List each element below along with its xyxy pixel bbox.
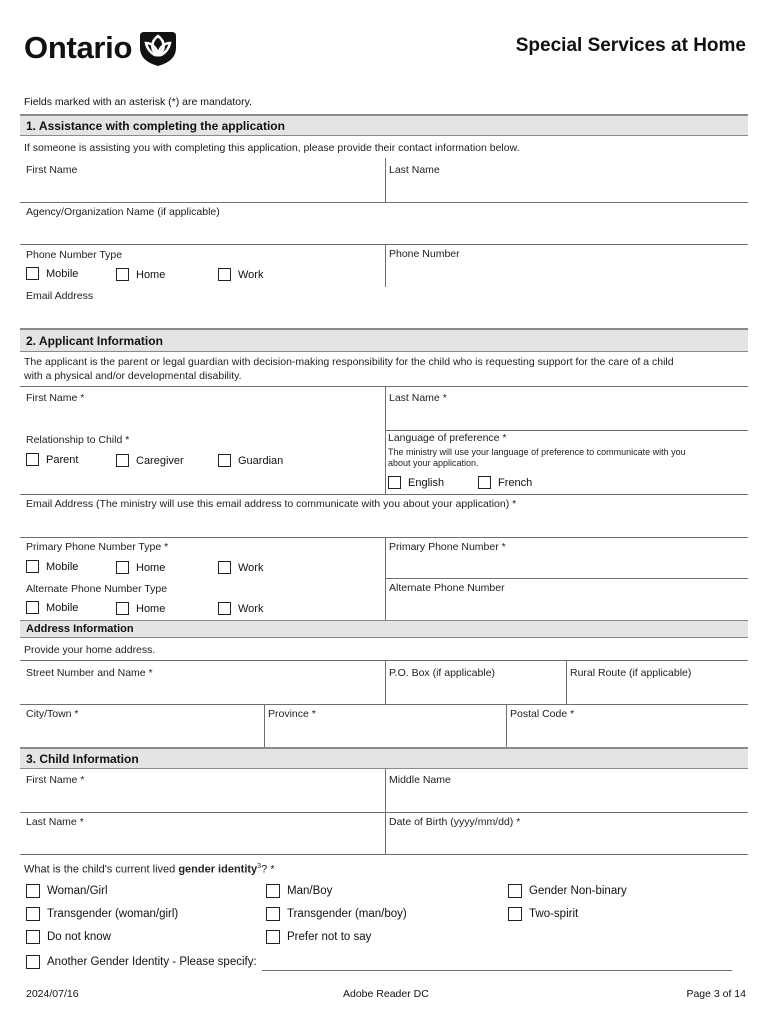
gender-man-checkbox[interactable]: Man/Boy (266, 884, 332, 898)
child-middle-name-label: Middle Name (389, 774, 451, 786)
assistant-last-name-label: Last Name (389, 164, 440, 176)
applicant-last-name-label: Last Name * (389, 392, 447, 404)
section-2-heading: 2. Applicant Information (20, 328, 748, 352)
gender-two-spirit-checkbox[interactable]: Two-spirit (508, 907, 578, 921)
alternate-phone-home-checkbox[interactable]: Home (116, 602, 165, 615)
language-note-line1: The ministry will use your language of preference to communicate with you (388, 447, 686, 457)
primary-phone-mobile-checkbox[interactable]: Mobile (26, 560, 78, 573)
section-2-intro-line1: The applicant is the parent or legal guardian with decision-making responsibility for the child who is requesting support for the care of a child (24, 356, 674, 368)
alternate-phone-work-checkbox[interactable]: Work (218, 602, 263, 615)
language-french-checkbox[interactable]: French (478, 476, 532, 489)
address-intro: Provide your home address. (24, 644, 156, 656)
agency-field[interactable] (20, 244, 748, 245)
footer-page: Page 3 of 14 (686, 988, 746, 1000)
applicant-last-name-field[interactable] (385, 430, 748, 431)
section-1-intro: If someone is assisting you with completing this application, please provide their contact information below. (24, 142, 520, 154)
street-field[interactable] (20, 704, 748, 705)
primary-phone-field[interactable] (385, 578, 748, 579)
gender-nonbinary-checkbox[interactable]: Gender Non-binary (508, 884, 627, 898)
assistant-phone-number-label: Phone Number (389, 248, 460, 260)
child-first-name-field[interactable] (20, 812, 748, 813)
relationship-caregiver-checkbox[interactable]: Caregiver (116, 454, 184, 467)
child-dob-field[interactable] (20, 854, 748, 855)
applicant-email-label: Email Address (The ministry will use this email address to communicate with you about your application) * (26, 498, 517, 510)
street-label: Street Number and Name * (26, 667, 153, 679)
gender-question: What is the child's current lived gender identity$^3$? * (24, 863, 275, 876)
assistant-email-label: Email Address (26, 290, 94, 302)
alternate-phone-mobile-checkbox[interactable]: Mobile (26, 601, 78, 614)
assistant-phone-mobile-checkbox[interactable]: Mobile (26, 267, 78, 280)
language-english-checkbox[interactable]: English (388, 476, 444, 489)
assistant-name-field[interactable] (20, 202, 748, 203)
ontario-logo (24, 28, 178, 68)
agency-label: Agency/Organization Name (if applicable) (26, 206, 220, 218)
primary-phone-work-checkbox[interactable]: Work (218, 561, 263, 574)
language-label: Language of preference * (388, 432, 507, 444)
applicant-email-field[interactable] (20, 537, 748, 538)
po-box-label: P.O. Box (if applicable) (389, 667, 496, 679)
address-heading: Address Information (20, 620, 748, 638)
gender-another-checkbox[interactable]: Another Gender Identity - Please specify: (26, 955, 257, 969)
form-title: Special Services at Home (515, 35, 746, 56)
primary-phone-label: Primary Phone Number * (389, 541, 506, 553)
primary-phone-home-checkbox[interactable]: Home (116, 561, 165, 574)
gender-woman-checkbox[interactable]: Woman/Girl (26, 884, 108, 898)
assistant-phone-home-checkbox[interactable]: Home (116, 268, 165, 281)
assistant-phone-type-label: Phone Number Type (26, 249, 123, 261)
section-3-heading: 3. Child Information (20, 747, 748, 769)
trillium-icon (138, 28, 178, 68)
assistant-phone-work-checkbox[interactable]: Work (218, 268, 263, 281)
section-2-intro-line2: with a physical and/or developmental disability. (24, 370, 242, 382)
mandatory-note: Fields marked with an asterisk (*) are mandatory. (24, 96, 252, 108)
gender-trans-woman-checkbox[interactable]: Transgender (woman/girl) (26, 907, 178, 921)
gender-prefer-not-checkbox[interactable]: Prefer not to say (266, 930, 371, 944)
language-note-line2: about your application. (388, 458, 479, 468)
applicant-first-name-label: First Name * (26, 392, 85, 404)
postal-code-label: Postal Code * (510, 708, 575, 720)
child-first-name-label: First Name * (26, 774, 85, 786)
alternate-phone-label: Alternate Phone Number (389, 582, 505, 594)
relationship-guardian-checkbox[interactable]: Guardian (218, 454, 283, 467)
assistant-first-name-label: First Name (26, 164, 78, 176)
province-label: Province * (268, 708, 316, 720)
gender-unknown-checkbox[interactable]: Do not know (26, 930, 111, 944)
gender-specify-field[interactable] (262, 970, 732, 971)
logo-text: Ontario (24, 30, 133, 65)
footer-reader: Adobe Reader DC (343, 988, 429, 1000)
section-1-heading: 1. Assistance with completing the application (20, 114, 748, 136)
footer-date: 2024/07/16 (26, 988, 79, 1000)
alternate-phone-type-label: Alternate Phone Number Type (26, 583, 168, 595)
child-dob-label: Date of Birth (yyyy/mm/dd) * (389, 816, 521, 828)
primary-phone-type-label: Primary Phone Number Type * (26, 541, 169, 553)
child-last-name-label: Last Name * (26, 816, 84, 828)
rural-route-label: Rural Route (if applicable) (570, 667, 692, 679)
city-label: City/Town * (26, 708, 79, 720)
relationship-label: Relationship to Child * (26, 434, 130, 446)
gender-trans-man-checkbox[interactable]: Transgender (man/boy) (266, 907, 407, 921)
relationship-parent-checkbox[interactable]: Parent (26, 453, 78, 466)
